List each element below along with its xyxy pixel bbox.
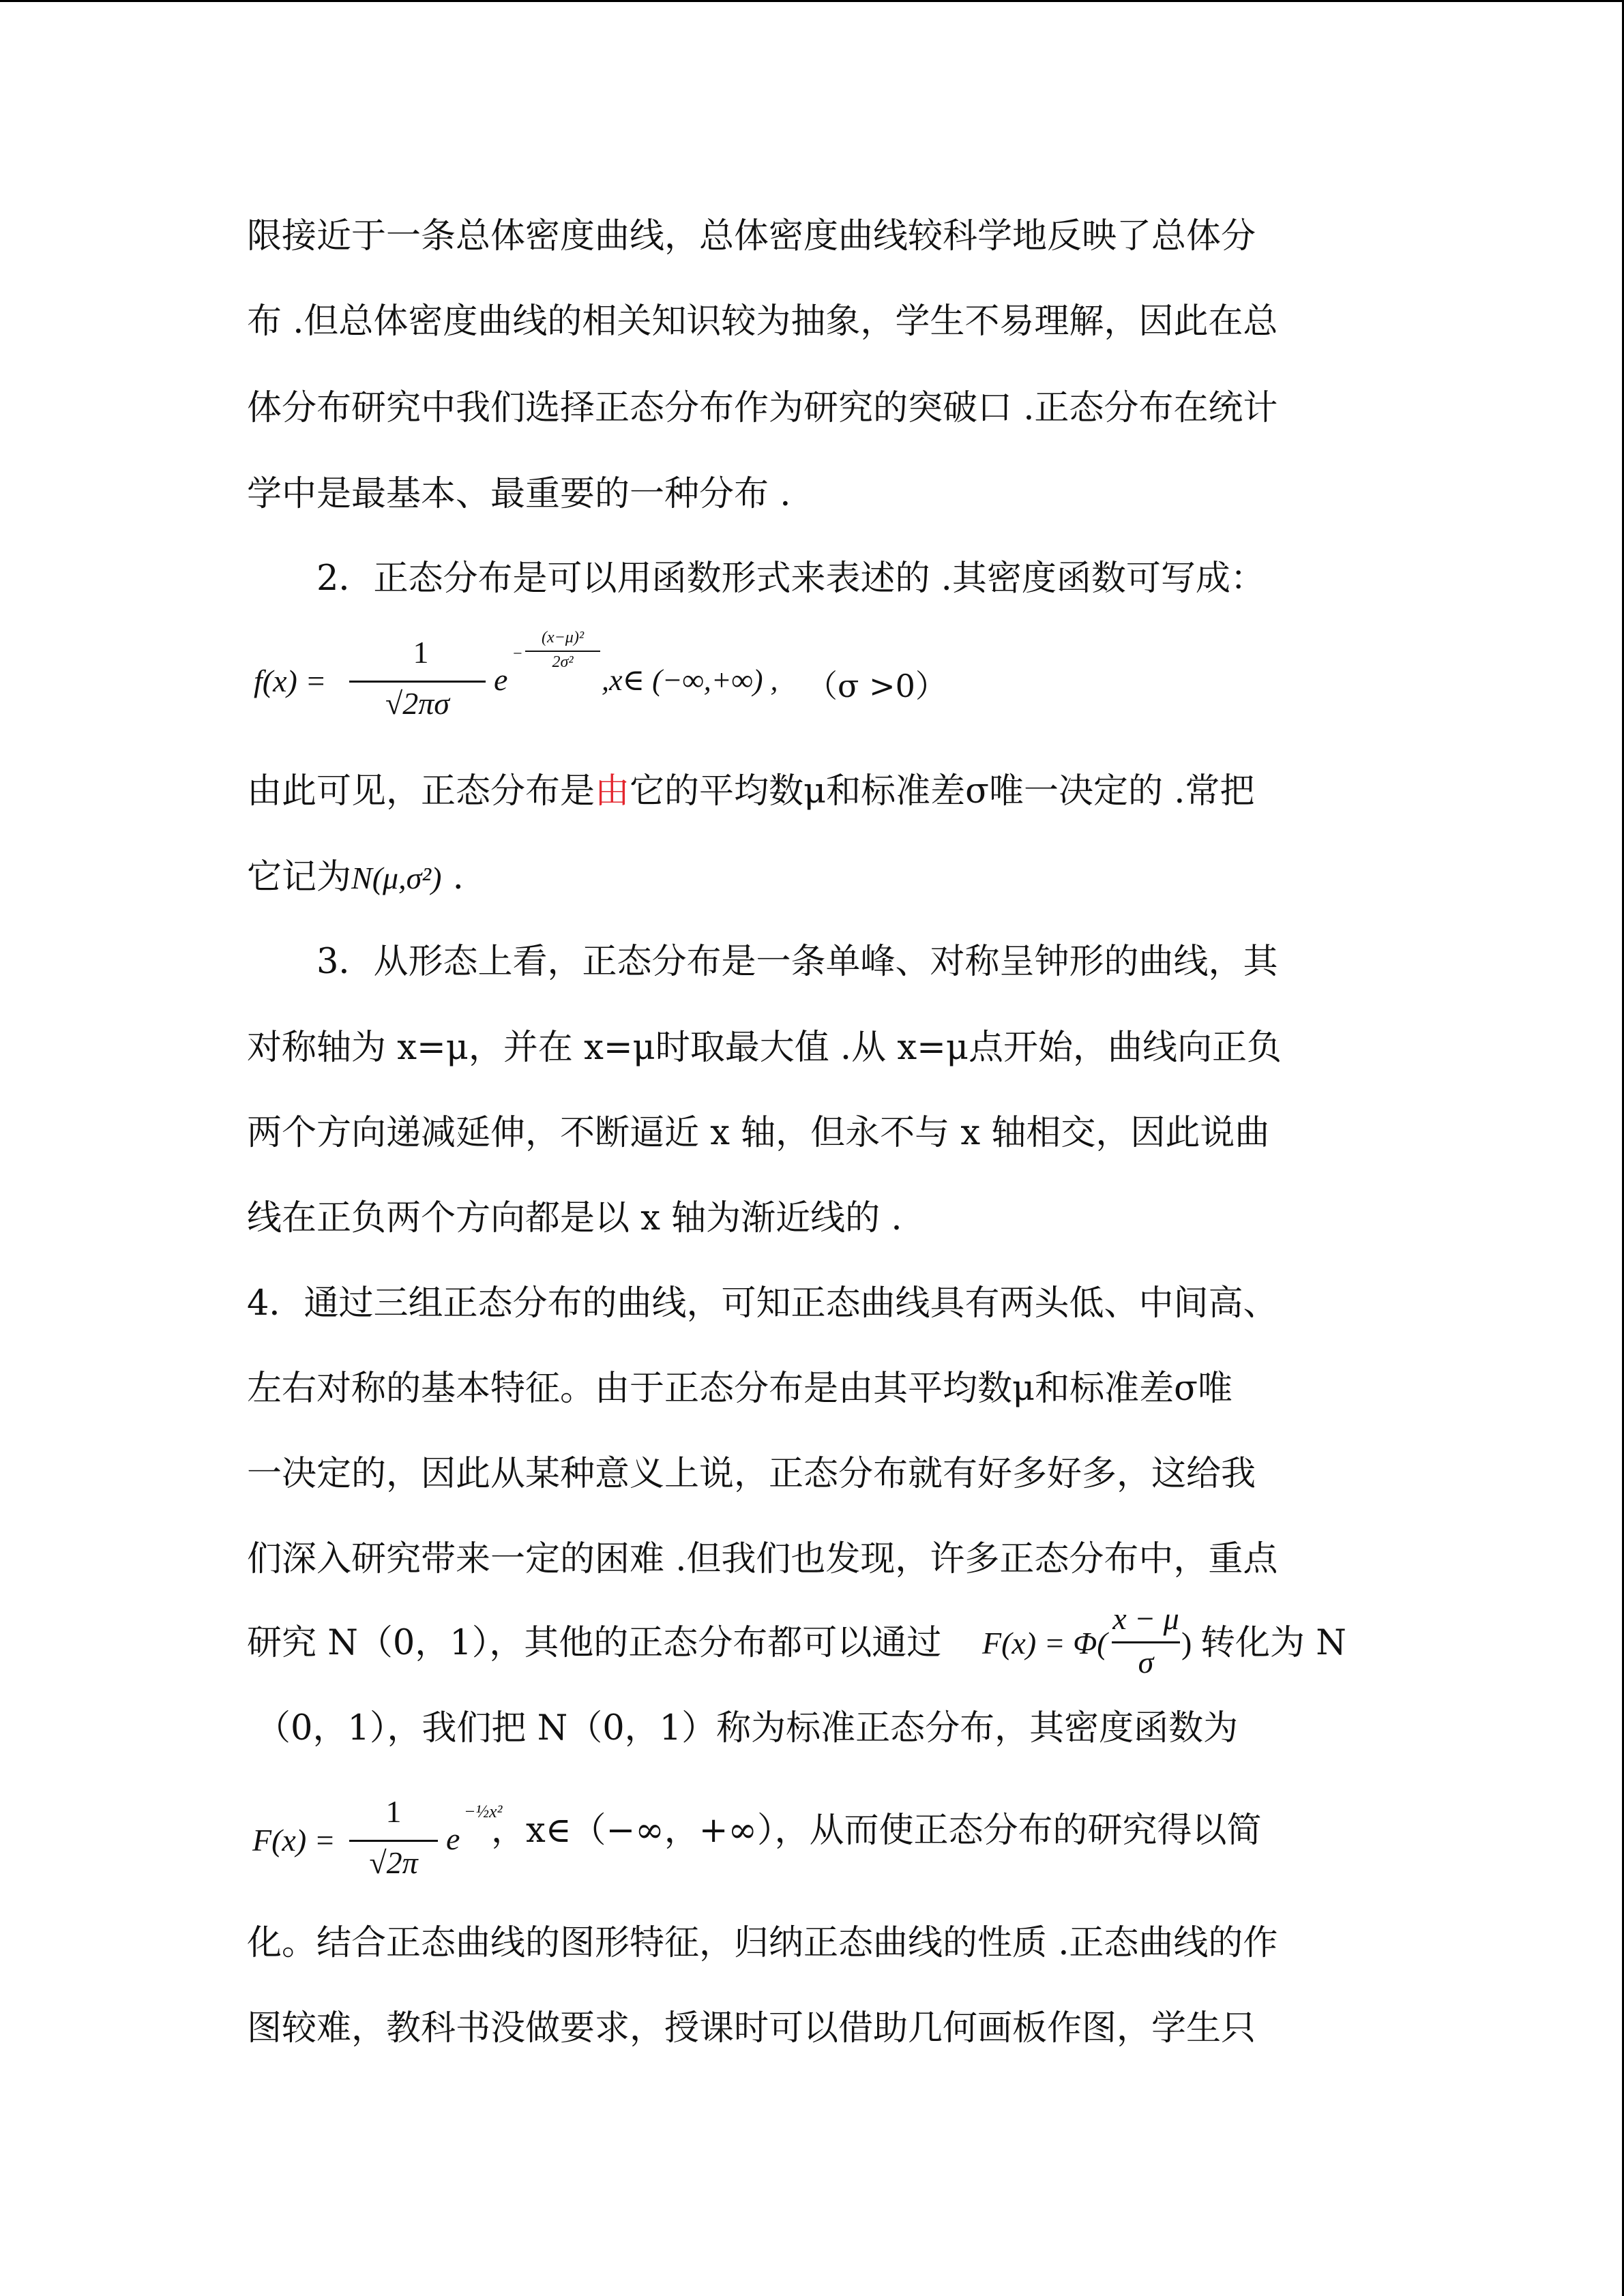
text-line: 2．正态分布是可以用函数形式来表述的 .其密度函数可写成： <box>316 558 1265 599</box>
text-line: 学中是最基本、最重要的一种分布 . <box>247 474 791 514</box>
formula-domain: ,x∈ (−∞,+∞) , <box>602 664 778 697</box>
formula-numerator: 1 <box>413 635 429 670</box>
density-formula <box>247 629 997 736</box>
text-segment: . <box>441 857 464 897</box>
exp-numerator: (x−μ)² <box>541 629 585 646</box>
text-line: 3．从形态上看，正态分布是一条单峰、对称呈钟形的曲线，其 <box>316 942 1278 982</box>
text-line: 线在正负两个方向都是以 x 轴为渐近线的 . <box>247 1198 902 1238</box>
text-line: （0，1），我们把 N（0，1）称为标准正态分布，其密度函数为 <box>256 1708 1239 1748</box>
formula-condition: （σ >0） <box>806 668 947 704</box>
formula-denominator: √2π <box>369 1845 418 1880</box>
fraction-bar <box>1112 1641 1180 1643</box>
formula-denominator: √2πσ <box>385 686 449 721</box>
formula-numerator: 1 <box>385 1794 402 1829</box>
text-line: 图较难，教科书没做要求，授课时可以借助几何画板作图，学生只 <box>247 2008 1256 2048</box>
text-line: 布 .但总体密度曲线的相关知识较为抽象，学生不易理解，因此在总 <box>247 301 1278 342</box>
text-line: 研究 N（0，1），其他的正态分布都可以通过 <box>247 1623 942 1663</box>
formula-exponent: −½x² <box>464 1802 503 1821</box>
fraction-bar <box>349 681 486 683</box>
formula-lhs: f(x) = <box>254 664 327 698</box>
text-line <box>247 771 1254 812</box>
text-segment: 由此可见，正态分布是 <box>247 771 595 811</box>
text-line: 对称轴为 x=μ，并在 x=μ时取最大值 .从 x=μ点开始，曲线向正负 <box>247 1028 1282 1068</box>
text-line: 左右对称的基本特征。由于正态分布是由其平均数μ和标准差σ唯 <box>247 1369 1232 1409</box>
text-line: 一决定的，因此从某种意义上说，正态分布就有好多好多，这给我 <box>247 1454 1256 1494</box>
text-segment: 它记为 <box>247 857 352 897</box>
highlighted-char: 由 <box>595 771 630 811</box>
text-line <box>247 857 464 899</box>
formula-lhs: F(x) = <box>252 1823 336 1858</box>
formula-lhs: F(x) = Φ( <box>982 1626 1108 1660</box>
text-line: 限接近于一条总体密度曲线，总体密度曲线较科学地反映了总体分 <box>247 216 1256 256</box>
text-line: 两个方向递减延伸，不断逼近 x 轴，但永不与 x 轴相交，因此说曲 <box>247 1113 1270 1153</box>
normal-notation: N(μ,σ²) <box>351 861 442 895</box>
top-border <box>0 0 1624 2</box>
standardize-formula <box>982 1601 1228 1688</box>
text-segment: 它的平均数μ和标准差σ唯一决定的 .常把 <box>630 771 1255 811</box>
text-line: 们深入研究带来一定的困难 .但我们也发现，许多正态分布中，重点 <box>247 1539 1278 1579</box>
formula-numerator: x − μ <box>1112 1601 1179 1636</box>
exp-denominator: 2σ² <box>552 653 574 671</box>
fraction-bar <box>349 1840 438 1842</box>
exp-bar <box>525 651 600 652</box>
text-line: 4．通过三组正态分布的曲线，可知正态曲线具有两头低、中间高、 <box>247 1283 1278 1324</box>
formula-rhs: ) <box>1181 1626 1192 1660</box>
exp-sign: − <box>513 645 522 663</box>
formula-denominator: σ <box>1138 1645 1154 1680</box>
text-line: 化。结合正态曲线的图形特征，归纳正态曲线的性质 .正态曲线的作 <box>247 1923 1278 1963</box>
text-line: ，x∈（−∞，+∞），从而使正态分布的研究得以简 <box>491 1810 1262 1851</box>
text-line: 体分布研究中我们选择正态分布作为研究的突破口 .正态分布在统计 <box>247 388 1278 428</box>
text-line: 转化为 N <box>1200 1623 1346 1663</box>
formula-base: e <box>494 662 508 697</box>
standard-density-formula <box>247 1793 533 1896</box>
formula-base: e <box>446 1821 460 1856</box>
